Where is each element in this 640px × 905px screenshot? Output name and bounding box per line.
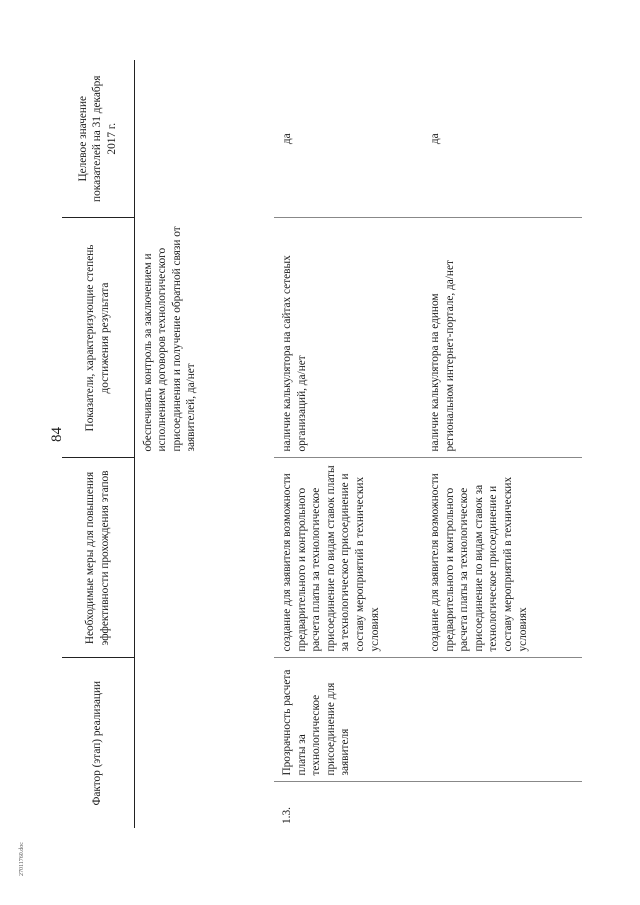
row-target: [134, 60, 274, 218]
row-target: да: [274, 60, 422, 218]
row-indicators: обеспечивать контроль за заключением и исполнением договоров технологического присоединения и получение обратной связи от заявителей, да/нет: [141, 226, 198, 452]
header-measures: Необходимые меры для повышения эффективности прохождения этапов: [62, 458, 134, 658]
document-id: 27011760.doc: [19, 842, 25, 876]
row-number: [422, 782, 582, 828]
row-measures: [134, 458, 274, 658]
row-factor: [422, 658, 582, 782]
row-indicators: наличие калькулятора на сайтах сетевых организаций, да/нет: [274, 218, 422, 458]
row-factor: Прозрачность расчета платы за технологическое присоединение для заявителя: [274, 658, 422, 782]
table-header-row: [62, 60, 134, 828]
row-target: да: [422, 60, 582, 218]
row-indicators: наличие калькулятора на едином региональном интернет-портале, да/нет: [422, 218, 582, 458]
row-measures: создание для заявителя возможности предварительного и контрольного расчета платы за технологическое присоединение по видам ставок за технологическое присоединение и составу мероприятий в технических условиях: [422, 458, 582, 658]
row-measures: создание для заявителя возможности предварительного и контрольного расчета платы за технологическое присоединение по видам ставок платы за технологическое присоединение и составу мероприятий в технических условиях: [274, 458, 422, 658]
table-row: [134, 60, 274, 828]
measures-table: [62, 60, 582, 828]
rotated-table: [62, 60, 618, 828]
header-factor: Фактор (этап) реализации: [62, 658, 134, 828]
row-number: 1.3.: [281, 807, 293, 824]
page-number: 84: [49, 427, 65, 442]
header-target: Целевое значение показателей на 31 декабря 2017 г.: [62, 60, 134, 218]
row-factor: [134, 658, 274, 782]
table-row: [274, 60, 422, 828]
header-indicators: Показатели, характеризующие степень достижения результата: [62, 218, 134, 458]
table-row: [422, 60, 582, 828]
row-number: [134, 782, 274, 828]
